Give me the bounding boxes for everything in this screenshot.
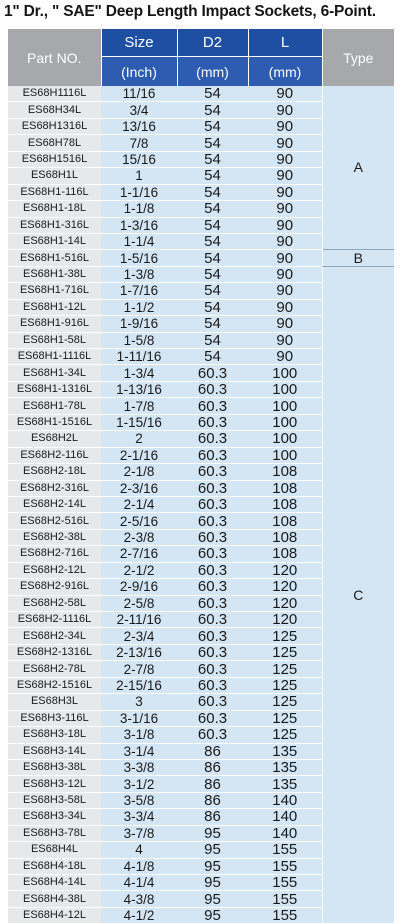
part-number-cell: ES68H1-716L	[8, 283, 101, 299]
part-number-cell: ES68H4-12L	[8, 907, 101, 923]
part-number-cell: ES68H2-116L	[8, 447, 101, 463]
length-cell: 108	[248, 464, 322, 480]
part-number-cell: ES68H2-1516L	[8, 677, 101, 693]
col-unit-size: (Inch)	[101, 57, 177, 87]
part-number-cell: ES68H2-1116L	[8, 612, 101, 628]
length-cell: 155	[248, 858, 322, 874]
size-cell: 1-9/16	[101, 316, 177, 332]
part-number-cell: ES68H3-78L	[8, 825, 101, 841]
d2-cell: 60.3	[177, 431, 248, 447]
length-cell: 90	[248, 168, 322, 184]
length-cell: 135	[248, 743, 322, 759]
length-cell: 90	[248, 266, 322, 282]
part-number-cell: ES68H1-38L	[8, 266, 101, 282]
length-cell: 125	[248, 628, 322, 644]
size-cell: 7/8	[101, 135, 177, 151]
part-number-cell: ES68H2-12L	[8, 562, 101, 578]
table-row	[8, 250, 394, 266]
part-number-cell: ES68H4-18L	[8, 858, 101, 874]
size-cell: 11/16	[101, 86, 177, 102]
size-cell: 3-3/8	[101, 759, 177, 775]
length-cell: 108	[248, 480, 322, 496]
size-cell: 4-1/4	[101, 875, 177, 891]
size-cell: 3-1/16	[101, 710, 177, 726]
size-cell: 1-1/16	[101, 184, 177, 200]
d2-cell: 60.3	[177, 595, 248, 611]
size-cell: 3-7/8	[101, 825, 177, 841]
d2-cell: 60.3	[177, 661, 248, 677]
d2-cell: 60.3	[177, 677, 248, 693]
part-number-cell: ES68H2-516L	[8, 513, 101, 529]
length-cell: 125	[248, 710, 322, 726]
size-cell: 2-3/16	[101, 480, 177, 496]
d2-cell: 54	[177, 184, 248, 200]
part-number-cell: ES68H1116L	[8, 86, 101, 102]
length-cell: 90	[248, 233, 322, 249]
size-cell: 2-3/8	[101, 529, 177, 545]
d2-cell: 60.3	[177, 464, 248, 480]
length-cell: 135	[248, 759, 322, 775]
size-cell: 1-13/16	[101, 381, 177, 397]
size-cell: 3-1/4	[101, 743, 177, 759]
type-cell-b: B	[322, 250, 394, 266]
col-header-l: L	[248, 29, 322, 57]
d2-cell: 86	[177, 809, 248, 825]
d2-cell: 86	[177, 743, 248, 759]
col-header-d2: D2	[177, 29, 248, 57]
part-number-cell: ES68H34L	[8, 102, 101, 118]
length-cell: 90	[248, 201, 322, 217]
d2-cell: 60.3	[177, 579, 248, 595]
size-cell: 4-1/8	[101, 858, 177, 874]
size-cell: 3-3/4	[101, 809, 177, 825]
d2-cell: 95	[177, 825, 248, 841]
part-number-cell: ES68H1L	[8, 168, 101, 184]
d2-cell: 60.3	[177, 529, 248, 545]
length-cell: 90	[248, 316, 322, 332]
part-number-cell: ES68H1316L	[8, 118, 101, 134]
size-cell: 1-5/16	[101, 250, 177, 266]
d2-cell: 54	[177, 299, 248, 315]
d2-cell: 60.3	[177, 628, 248, 644]
part-number-cell: ES68H2-38L	[8, 529, 101, 545]
part-number-cell: ES68H2-58L	[8, 595, 101, 611]
d2-cell: 60.3	[177, 546, 248, 562]
part-number-cell: ES68H3-116L	[8, 710, 101, 726]
part-number-cell: ES68H3-14L	[8, 743, 101, 759]
size-cell: 2-15/16	[101, 677, 177, 693]
d2-cell: 60.3	[177, 727, 248, 743]
size-cell: 1-5/8	[101, 332, 177, 348]
length-cell: 125	[248, 677, 322, 693]
part-number-cell: ES68H4-14L	[8, 875, 101, 891]
size-cell: 2-1/4	[101, 496, 177, 512]
length-cell: 90	[248, 86, 322, 102]
size-cell: 2-5/8	[101, 595, 177, 611]
part-number-cell: ES68H1-1516L	[8, 414, 101, 430]
size-cell: 1-11/16	[101, 349, 177, 365]
length-cell: 90	[248, 250, 322, 266]
length-cell: 135	[248, 776, 322, 792]
size-cell: 3/4	[101, 102, 177, 118]
d2-cell: 86	[177, 792, 248, 808]
d2-cell: 60.3	[177, 398, 248, 414]
size-cell: 3	[101, 694, 177, 710]
part-number-cell: ES68H3-38L	[8, 759, 101, 775]
size-cell: 1-3/4	[101, 365, 177, 381]
part-number-cell: ES68H3-34L	[8, 809, 101, 825]
size-cell: 2-1/16	[101, 447, 177, 463]
col-header-part-no: Part NO.	[8, 29, 101, 86]
length-cell: 155	[248, 842, 322, 858]
d2-cell: 54	[177, 233, 248, 249]
col-header-size: Size	[101, 29, 177, 57]
spec-table	[8, 29, 394, 923]
d2-cell: 54	[177, 349, 248, 365]
size-cell: 1	[101, 168, 177, 184]
part-number-cell: ES68H3L	[8, 694, 101, 710]
size-cell: 1-1/8	[101, 201, 177, 217]
size-cell: 1-1/2	[101, 299, 177, 315]
size-cell: 4-1/2	[101, 907, 177, 923]
length-cell: 125	[248, 661, 322, 677]
part-number-cell: ES68H2-1316L	[8, 644, 101, 660]
d2-cell: 54	[177, 168, 248, 184]
length-cell: 108	[248, 513, 322, 529]
col-header-type: Type	[322, 29, 394, 86]
part-number-cell: ES68H1-1116L	[8, 349, 101, 365]
d2-cell: 95	[177, 891, 248, 907]
size-cell: 1-1/4	[101, 233, 177, 249]
size-cell: 2	[101, 431, 177, 447]
part-number-cell: ES68H2-716L	[8, 546, 101, 562]
size-cell: 2-13/16	[101, 644, 177, 660]
size-cell: 3-1/2	[101, 776, 177, 792]
length-cell: 90	[248, 135, 322, 151]
table-row	[8, 86, 394, 102]
part-number-cell: ES68H2-78L	[8, 661, 101, 677]
size-cell: 2-9/16	[101, 579, 177, 595]
type-cell-c: C	[322, 266, 394, 923]
d2-cell: 54	[177, 250, 248, 266]
length-cell: 125	[248, 727, 322, 743]
size-cell: 1-3/8	[101, 266, 177, 282]
length-cell: 108	[248, 546, 322, 562]
part-number-cell: ES68H2-18L	[8, 464, 101, 480]
size-cell: 2-7/8	[101, 661, 177, 677]
part-number-cell: ES68H78L	[8, 135, 101, 151]
size-cell: 1-3/16	[101, 217, 177, 233]
part-number-cell: ES68H1-916L	[8, 316, 101, 332]
d2-cell: 95	[177, 858, 248, 874]
part-number-cell: ES68H2-14L	[8, 496, 101, 512]
size-cell: 4-3/8	[101, 891, 177, 907]
length-cell: 90	[248, 217, 322, 233]
d2-cell: 60.3	[177, 496, 248, 512]
d2-cell: 54	[177, 151, 248, 167]
part-number-cell: ES68H4L	[8, 842, 101, 858]
part-number-cell: ES68H2L	[8, 431, 101, 447]
size-cell: 2-1/2	[101, 562, 177, 578]
size-cell: 3-5/8	[101, 792, 177, 808]
length-cell: 90	[248, 283, 322, 299]
size-cell: 4	[101, 842, 177, 858]
d2-cell: 54	[177, 316, 248, 332]
d2-cell: 54	[177, 118, 248, 134]
size-cell: 1-15/16	[101, 414, 177, 430]
table-body	[8, 86, 394, 923]
part-number-cell: ES68H1516L	[8, 151, 101, 167]
length-cell: 125	[248, 644, 322, 660]
col-unit-l: (mm)	[248, 57, 322, 87]
length-cell: 108	[248, 529, 322, 545]
part-number-cell: ES68H1-78L	[8, 398, 101, 414]
length-cell: 108	[248, 496, 322, 512]
part-number-cell: ES68H3-58L	[8, 792, 101, 808]
d2-cell: 86	[177, 759, 248, 775]
col-unit-d2: (mm)	[177, 57, 248, 87]
size-cell: 2-7/16	[101, 546, 177, 562]
part-number-cell: ES68H1-58L	[8, 332, 101, 348]
length-cell: 140	[248, 792, 322, 808]
d2-cell: 54	[177, 217, 248, 233]
length-cell: 90	[248, 299, 322, 315]
length-cell: 90	[248, 332, 322, 348]
part-number-cell: ES68H2-916L	[8, 579, 101, 595]
size-cell: 2-3/4	[101, 628, 177, 644]
length-cell: 120	[248, 562, 322, 578]
d2-cell: 60.3	[177, 480, 248, 496]
part-number-cell: ES68H1-12L	[8, 299, 101, 315]
length-cell: 155	[248, 891, 322, 907]
d2-cell: 54	[177, 332, 248, 348]
size-cell: 1-7/8	[101, 398, 177, 414]
part-number-cell: ES68H1-116L	[8, 184, 101, 200]
size-cell: 2-5/16	[101, 513, 177, 529]
d2-cell: 60.3	[177, 694, 248, 710]
d2-cell: 60.3	[177, 562, 248, 578]
d2-cell: 86	[177, 776, 248, 792]
length-cell: 90	[248, 349, 322, 365]
length-cell: 90	[248, 151, 322, 167]
d2-cell: 54	[177, 86, 248, 102]
d2-cell: 95	[177, 907, 248, 923]
d2-cell: 60.3	[177, 365, 248, 381]
size-cell: 15/16	[101, 151, 177, 167]
part-number-cell: ES68H2-316L	[8, 480, 101, 496]
part-number-cell: ES68H3-12L	[8, 776, 101, 792]
part-number-cell: ES68H1-316L	[8, 217, 101, 233]
part-number-cell: ES68H1-1316L	[8, 381, 101, 397]
length-cell: 140	[248, 825, 322, 841]
d2-cell: 60.3	[177, 414, 248, 430]
d2-cell: 54	[177, 283, 248, 299]
d2-cell: 95	[177, 875, 248, 891]
size-cell: 2-1/8	[101, 464, 177, 480]
length-cell: 100	[248, 447, 322, 463]
length-cell: 100	[248, 398, 322, 414]
part-number-cell: ES68H1-34L	[8, 365, 101, 381]
length-cell: 155	[248, 875, 322, 891]
d2-cell: 60.3	[177, 381, 248, 397]
length-cell: 90	[248, 184, 322, 200]
length-cell: 120	[248, 595, 322, 611]
d2-cell: 60.3	[177, 612, 248, 628]
length-cell: 120	[248, 579, 322, 595]
d2-cell: 95	[177, 842, 248, 858]
length-cell: 100	[248, 365, 322, 381]
size-cell: 3-1/8	[101, 727, 177, 743]
page-title: 1" Dr., " SAE" Deep Length Impact Sockets, 6-Point.	[4, 3, 376, 20]
part-number-cell: ES68H3-18L	[8, 727, 101, 743]
d2-cell: 60.3	[177, 644, 248, 660]
length-cell: 125	[248, 694, 322, 710]
part-number-cell: ES68H2-34L	[8, 628, 101, 644]
size-cell: 2-11/16	[101, 612, 177, 628]
d2-cell: 60.3	[177, 513, 248, 529]
length-cell: 90	[248, 102, 322, 118]
length-cell: 100	[248, 431, 322, 447]
length-cell: 100	[248, 381, 322, 397]
d2-cell: 60.3	[177, 710, 248, 726]
d2-cell: 54	[177, 201, 248, 217]
table-row	[8, 266, 394, 282]
part-number-cell: ES68H1-14L	[8, 233, 101, 249]
length-cell: 155	[248, 907, 322, 923]
d2-cell: 54	[177, 102, 248, 118]
part-number-cell: ES68H4-38L	[8, 891, 101, 907]
size-cell: 13/16	[101, 118, 177, 134]
d2-cell: 60.3	[177, 447, 248, 463]
d2-cell: 54	[177, 135, 248, 151]
part-number-cell: ES68H1-18L	[8, 201, 101, 217]
size-cell: 1-7/16	[101, 283, 177, 299]
type-cell-a: A	[322, 86, 394, 250]
d2-cell: 54	[177, 266, 248, 282]
part-number-cell: ES68H1-516L	[8, 250, 101, 266]
length-cell: 100	[248, 414, 322, 430]
length-cell: 90	[248, 118, 322, 134]
length-cell: 140	[248, 809, 322, 825]
length-cell: 120	[248, 612, 322, 628]
